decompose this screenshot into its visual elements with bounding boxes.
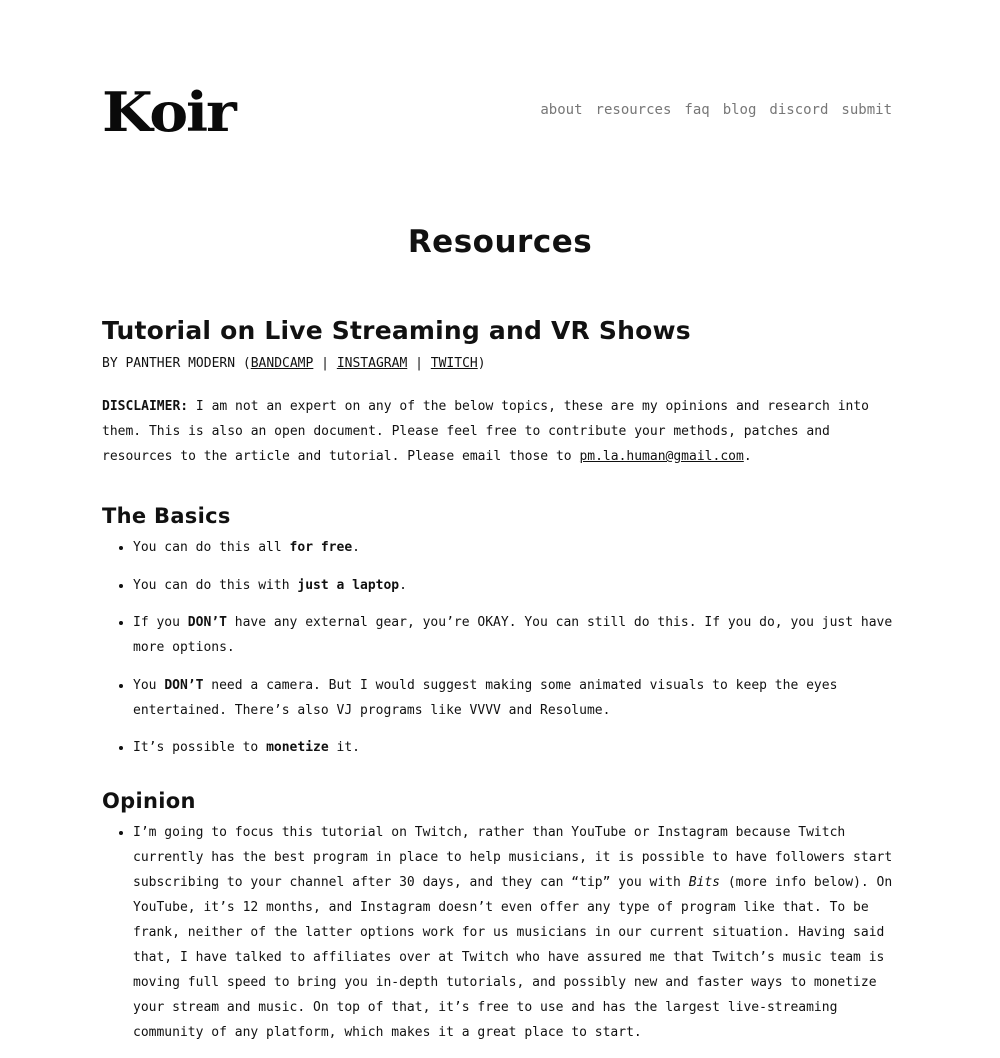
basics-heading: The Basics xyxy=(102,504,231,528)
byline-separator: | xyxy=(407,356,431,371)
item-text: . xyxy=(352,540,360,555)
item-emphasis: DON’T xyxy=(164,677,204,693)
item-text: (more info below). On YouTube, it’s 12 months, and Instagram doesn’t even offer any type of program like that. To be frank, neither of the latter options work for us musicians in our current situation. Having said that, I have talked to affiliates over at Twitch who have assured me that Twitch’s music team is moving full speed to bring you in-depth tutorials, and possibly new and faster ways to monetize your stream and music. On top of that, it’s free to use and has the largest live-streaming community of any platform, which makes it a great place to start. xyxy=(133,875,893,1040)
twitch-link[interactable]: TWITCH xyxy=(430,356,478,371)
item-text: I’m going to focus this tutorial on Twitch, rather than YouTube or Instagram because Twitch currently has the best program in place to help musicians, it is possible to have followers start subscribing to your channel after 30 days, and they can “tip” you with xyxy=(133,825,893,890)
item-emphasis: DON’T xyxy=(187,615,227,630)
item-text: have any external gear, you’re OKAY. You can still do this. If you do, you just have more options. xyxy=(133,615,893,655)
nav-faq[interactable]: faq xyxy=(684,102,710,118)
item-emphasis: just a laptop xyxy=(297,577,400,593)
basics-list xyxy=(102,535,902,760)
disclaimer-text: I am not an expert on any of the below topics, these are my opinions and research into them. This is also an open document. Please feel free to contribute your methods, patches and resources to the article and tutorial. Please email those to xyxy=(102,399,870,464)
item-text: need a camera. But I would suggest making some animated visuals to keep the eyes entertained. There’s also VJ programs like VVVV and Resolume. xyxy=(133,677,838,718)
item-text: it. xyxy=(328,740,360,755)
item-text: You can do this with xyxy=(133,577,298,593)
nav-resources[interactable]: resources xyxy=(595,102,672,118)
opinion-list xyxy=(102,820,902,1045)
nav-about[interactable]: about xyxy=(540,102,583,118)
list-item xyxy=(133,673,902,723)
disclaimer xyxy=(102,394,902,469)
nav-submit[interactable]: submit xyxy=(841,102,892,118)
item-text: You can do this all xyxy=(133,540,290,555)
article-title: Tutorial on Live Streaming and VR Shows xyxy=(102,316,691,345)
opinion-heading: Opinion xyxy=(102,789,196,813)
list-item xyxy=(133,610,902,660)
disclaimer-end: . xyxy=(743,449,752,464)
item-emphasis: monetize xyxy=(266,740,329,755)
article xyxy=(102,312,902,1058)
list-item xyxy=(133,573,902,598)
item-emphasis: for free xyxy=(289,540,353,555)
byline-prefix: BY PANTHER MODERN ( xyxy=(102,356,251,371)
item-italic: Bits xyxy=(688,875,721,890)
site-logo[interactable]: Koir xyxy=(102,80,235,144)
instagram-link[interactable]: INSTAGRAM xyxy=(336,356,408,371)
byline-separator: | xyxy=(313,356,337,371)
bandcamp-link[interactable]: BANDCAMP xyxy=(250,356,314,371)
email-link[interactable]: pm.la.human@gmail.com xyxy=(579,449,744,464)
list-item xyxy=(133,735,902,760)
byline xyxy=(102,354,902,374)
nav-discord[interactable]: discord xyxy=(769,102,829,118)
main-nav xyxy=(540,101,892,119)
list-item xyxy=(133,535,902,560)
list-item xyxy=(133,820,902,1045)
page-title: Resources xyxy=(407,224,593,260)
item-text: If you xyxy=(133,615,188,630)
disclaimer-label: DISCLAIMER: xyxy=(102,399,189,414)
byline-suffix: ) xyxy=(477,356,486,371)
item-text: You xyxy=(133,677,165,693)
nav-blog[interactable]: blog xyxy=(722,102,757,118)
item-text: . xyxy=(399,577,407,593)
item-text: It’s possible to xyxy=(133,740,267,755)
